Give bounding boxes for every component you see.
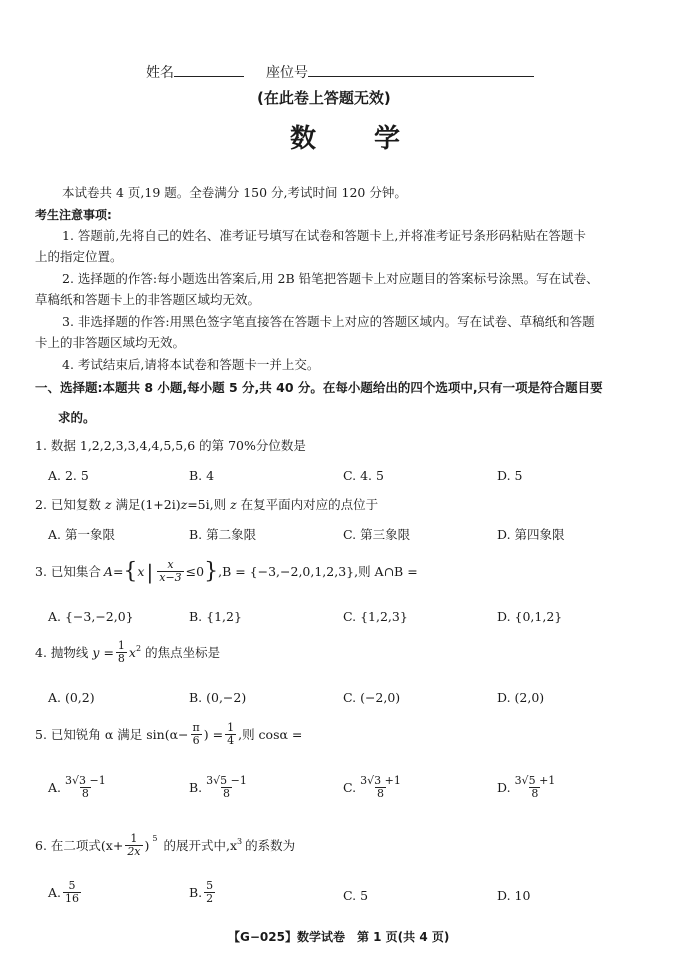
q1-option-d: D. 5 [497, 468, 523, 483]
q1-option-c: C. 4. 5 [343, 468, 384, 483]
q5-option-d-num: 3√5 +1 [514, 774, 556, 787]
q6-option-a-den: 16 [65, 892, 80, 905]
q5-option-d [497, 775, 559, 800]
q5-option-c-den: 8 [376, 787, 384, 800]
q4-option-b: B. (0,−2) [189, 690, 247, 705]
q2-option-c: C. 第三象限 [343, 527, 411, 542]
q2-stem-b: 满足(1+2i) [115, 497, 181, 512]
q5-option-c-fraction [358, 775, 403, 800]
q3-frac-num: x [167, 558, 174, 571]
q5-option-d-label: D. [497, 779, 511, 795]
q6-exp5: 5 [152, 833, 158, 843]
q3-bar: | [146, 559, 154, 584]
q6-option-a [48, 880, 83, 905]
q2-stem-a: 2. 已知复数 [35, 497, 101, 512]
q6-option-b-den: 2 [206, 892, 214, 905]
q1-option-b: B. 4 [189, 468, 215, 483]
q6-option-a-num: 5 [68, 879, 76, 892]
q2-option-d: D. 第四象限 [497, 527, 565, 542]
q6-stem-a: 6. 在二项式(x+ [35, 837, 124, 853]
name-blank [174, 62, 244, 77]
q4-x: x [128, 644, 136, 660]
q5-stem-a: 5. 已知锐角 α 满足 sin(α− [35, 726, 189, 742]
q3-stem-b: ,B = {−3,−2,0,1,2,3},则 A∩B = [218, 563, 418, 579]
q6-option-b-fraction [204, 880, 215, 905]
q5-option-c-num: 3√3 +1 [360, 774, 401, 787]
section1-line2: 求的。 [58, 410, 96, 425]
q4-frac-den: 8 [117, 652, 125, 665]
q4-stem-a: 4. 抛物线 [35, 644, 89, 660]
q3-leq0: ≤0 [185, 563, 205, 579]
q2-var-z: z [104, 497, 112, 512]
q6-two-x: 2x [127, 845, 141, 858]
q3-left-brace: { [123, 558, 138, 584]
q6-stem-b: 的展开式中,x [163, 837, 238, 853]
name-label: 姓名 [146, 65, 174, 81]
q5-option-d-den: 8 [531, 787, 539, 800]
q5-pi: π [192, 721, 200, 734]
q1-option-a: A. 2. 5 [48, 468, 89, 483]
q6-stem [35, 833, 295, 858]
q5-stem-b: ,则 cosα = [238, 726, 303, 742]
q5-pi-fraction [191, 722, 202, 747]
name-label-row [146, 62, 244, 81]
q3-frac-den: x−3 [159, 571, 182, 584]
q3-option-d: D. {0,1,2} [497, 609, 563, 624]
q3-option-b: B. {1,2} [189, 609, 242, 624]
q6-one: 1 [130, 832, 138, 845]
q3-stem [35, 559, 418, 584]
q5-option-b-fraction [204, 775, 249, 800]
q6-option-b [189, 880, 217, 905]
q3-eq: = [112, 563, 124, 579]
q4-option-a: A. (0,2) [48, 690, 95, 705]
q4-option-c: C. (−2,0) [343, 690, 401, 705]
q2-option-b: B. 第二象限 [189, 527, 257, 542]
q2-stem-d: 在复平面内对应的点位于 [240, 497, 379, 512]
header-notice: (在此卷上答题无效) [257, 89, 391, 107]
q6-fraction [125, 833, 142, 858]
q4-y-eq: y = [92, 644, 114, 660]
q5-stem [35, 722, 302, 747]
q3-option-c: C. {1,2,3} [343, 609, 408, 624]
q5-option-a-label: A. [48, 779, 62, 795]
note-4-line1: 4. 考试结束后,请将本试卷和答题卡一并上交。 [62, 357, 320, 372]
q3-right-brace: } [204, 558, 219, 584]
note-2-line2: 草稿纸和答题卡上的非答题区域均无效。 [35, 292, 261, 307]
note-1-line2: 上的指定位置。 [35, 249, 123, 264]
q5-six: 6 [192, 734, 200, 747]
q6-option-a-label: A. [48, 884, 62, 900]
q4-frac-num: 1 [117, 639, 125, 652]
q5-option-b-den: 8 [223, 787, 231, 800]
page-title: 数 学 [290, 124, 403, 154]
q2-option-a: A. 第一象限 [48, 527, 115, 542]
q5-option-b-num: 3√5 −1 [206, 774, 247, 787]
q2-stem [35, 497, 378, 513]
q6-option-d: D. 10 [497, 888, 531, 903]
q2-stem-c: =5i,则 [187, 497, 227, 512]
q5-option-d-fraction [513, 775, 558, 800]
q3-set-a: A [103, 563, 113, 579]
note-2-line1: 2. 选择题的作答:每小题选出答案后,用 2B 铅笔把答题卡上对应题目的答案标号涂黑。写在试卷、 [62, 271, 599, 286]
q2-var-z-3: z [230, 497, 237, 512]
q5-option-a-fraction [63, 775, 108, 800]
q6-stem-c: 的系数为 [245, 837, 296, 853]
q5-rp: ) = [203, 726, 224, 742]
q4-fraction [116, 640, 127, 665]
notes-title: 考生注意事项: [35, 208, 112, 222]
q5-one: 1 [227, 721, 235, 734]
q4-stem [35, 640, 220, 665]
q3-stem-a: 3. 已知集合 [35, 563, 101, 579]
q6-exp3: 3 [237, 836, 243, 846]
q5-quarter-fraction [225, 722, 236, 747]
q5-option-c-label: C. [343, 779, 357, 795]
note-1-line1: 1. 答题前,先将自己的姓名、准考证号填写在试卷和答题卡上,并将准考证号条形码粘贴在答题卡 [62, 228, 586, 243]
q3-x: x [137, 563, 145, 579]
q5-option-a-num: 3√3 −1 [65, 774, 106, 787]
intro-text: 本试卷共 4 页,19 题。全卷满分 150 分,考试时间 120 分钟。 [62, 185, 407, 200]
seat-blank [308, 62, 534, 77]
seat-label-row [266, 62, 534, 81]
q3-option-a: A. {−3,−2,0} [48, 609, 134, 624]
q5-four: 4 [227, 734, 235, 747]
q5-option-a-den: 8 [81, 787, 89, 800]
q3-fraction [157, 559, 183, 584]
q6-option-b-num: 5 [206, 879, 214, 892]
note-3-line2: 卡上的非答题区域均无效。 [35, 335, 186, 350]
q2-var-z-2: z [180, 497, 188, 512]
seat-label: 座位号 [266, 65, 308, 81]
q4-option-d: D. (2,0) [497, 690, 545, 705]
q4-exp: 2 [135, 643, 142, 653]
q6-option-a-fraction [63, 880, 81, 905]
page-footer: 【G−025】数学试卷 第 1 页(共 4 页) [228, 930, 450, 944]
q5-option-b-label: B. [189, 779, 203, 795]
q4-stem-b: 的焦点坐标是 [145, 644, 221, 660]
note-3-line1: 3. 非选择题的作答:用黑色签字笔直接答在答题卡上对应的答题区域内。写在试卷、草稿纸和答题 [62, 314, 595, 329]
q6-rp: ) [144, 837, 150, 853]
q1-stem: 1. 数据 1,2,2,3,3,4,4,5,5,6 的第 70%分位数是 [35, 438, 306, 453]
section1-line1: 一、选择题:本题共 8 小题,每小题 5 分,共 40 分。在每小题给出的四个选项中,只有一项是符合题目要 [35, 380, 603, 395]
q6-option-c: C. 5 [343, 888, 369, 903]
q5-option-c [343, 775, 405, 800]
q5-option-a [48, 775, 110, 800]
q6-option-b-label: B. [189, 884, 203, 900]
q5-option-b [189, 775, 251, 800]
